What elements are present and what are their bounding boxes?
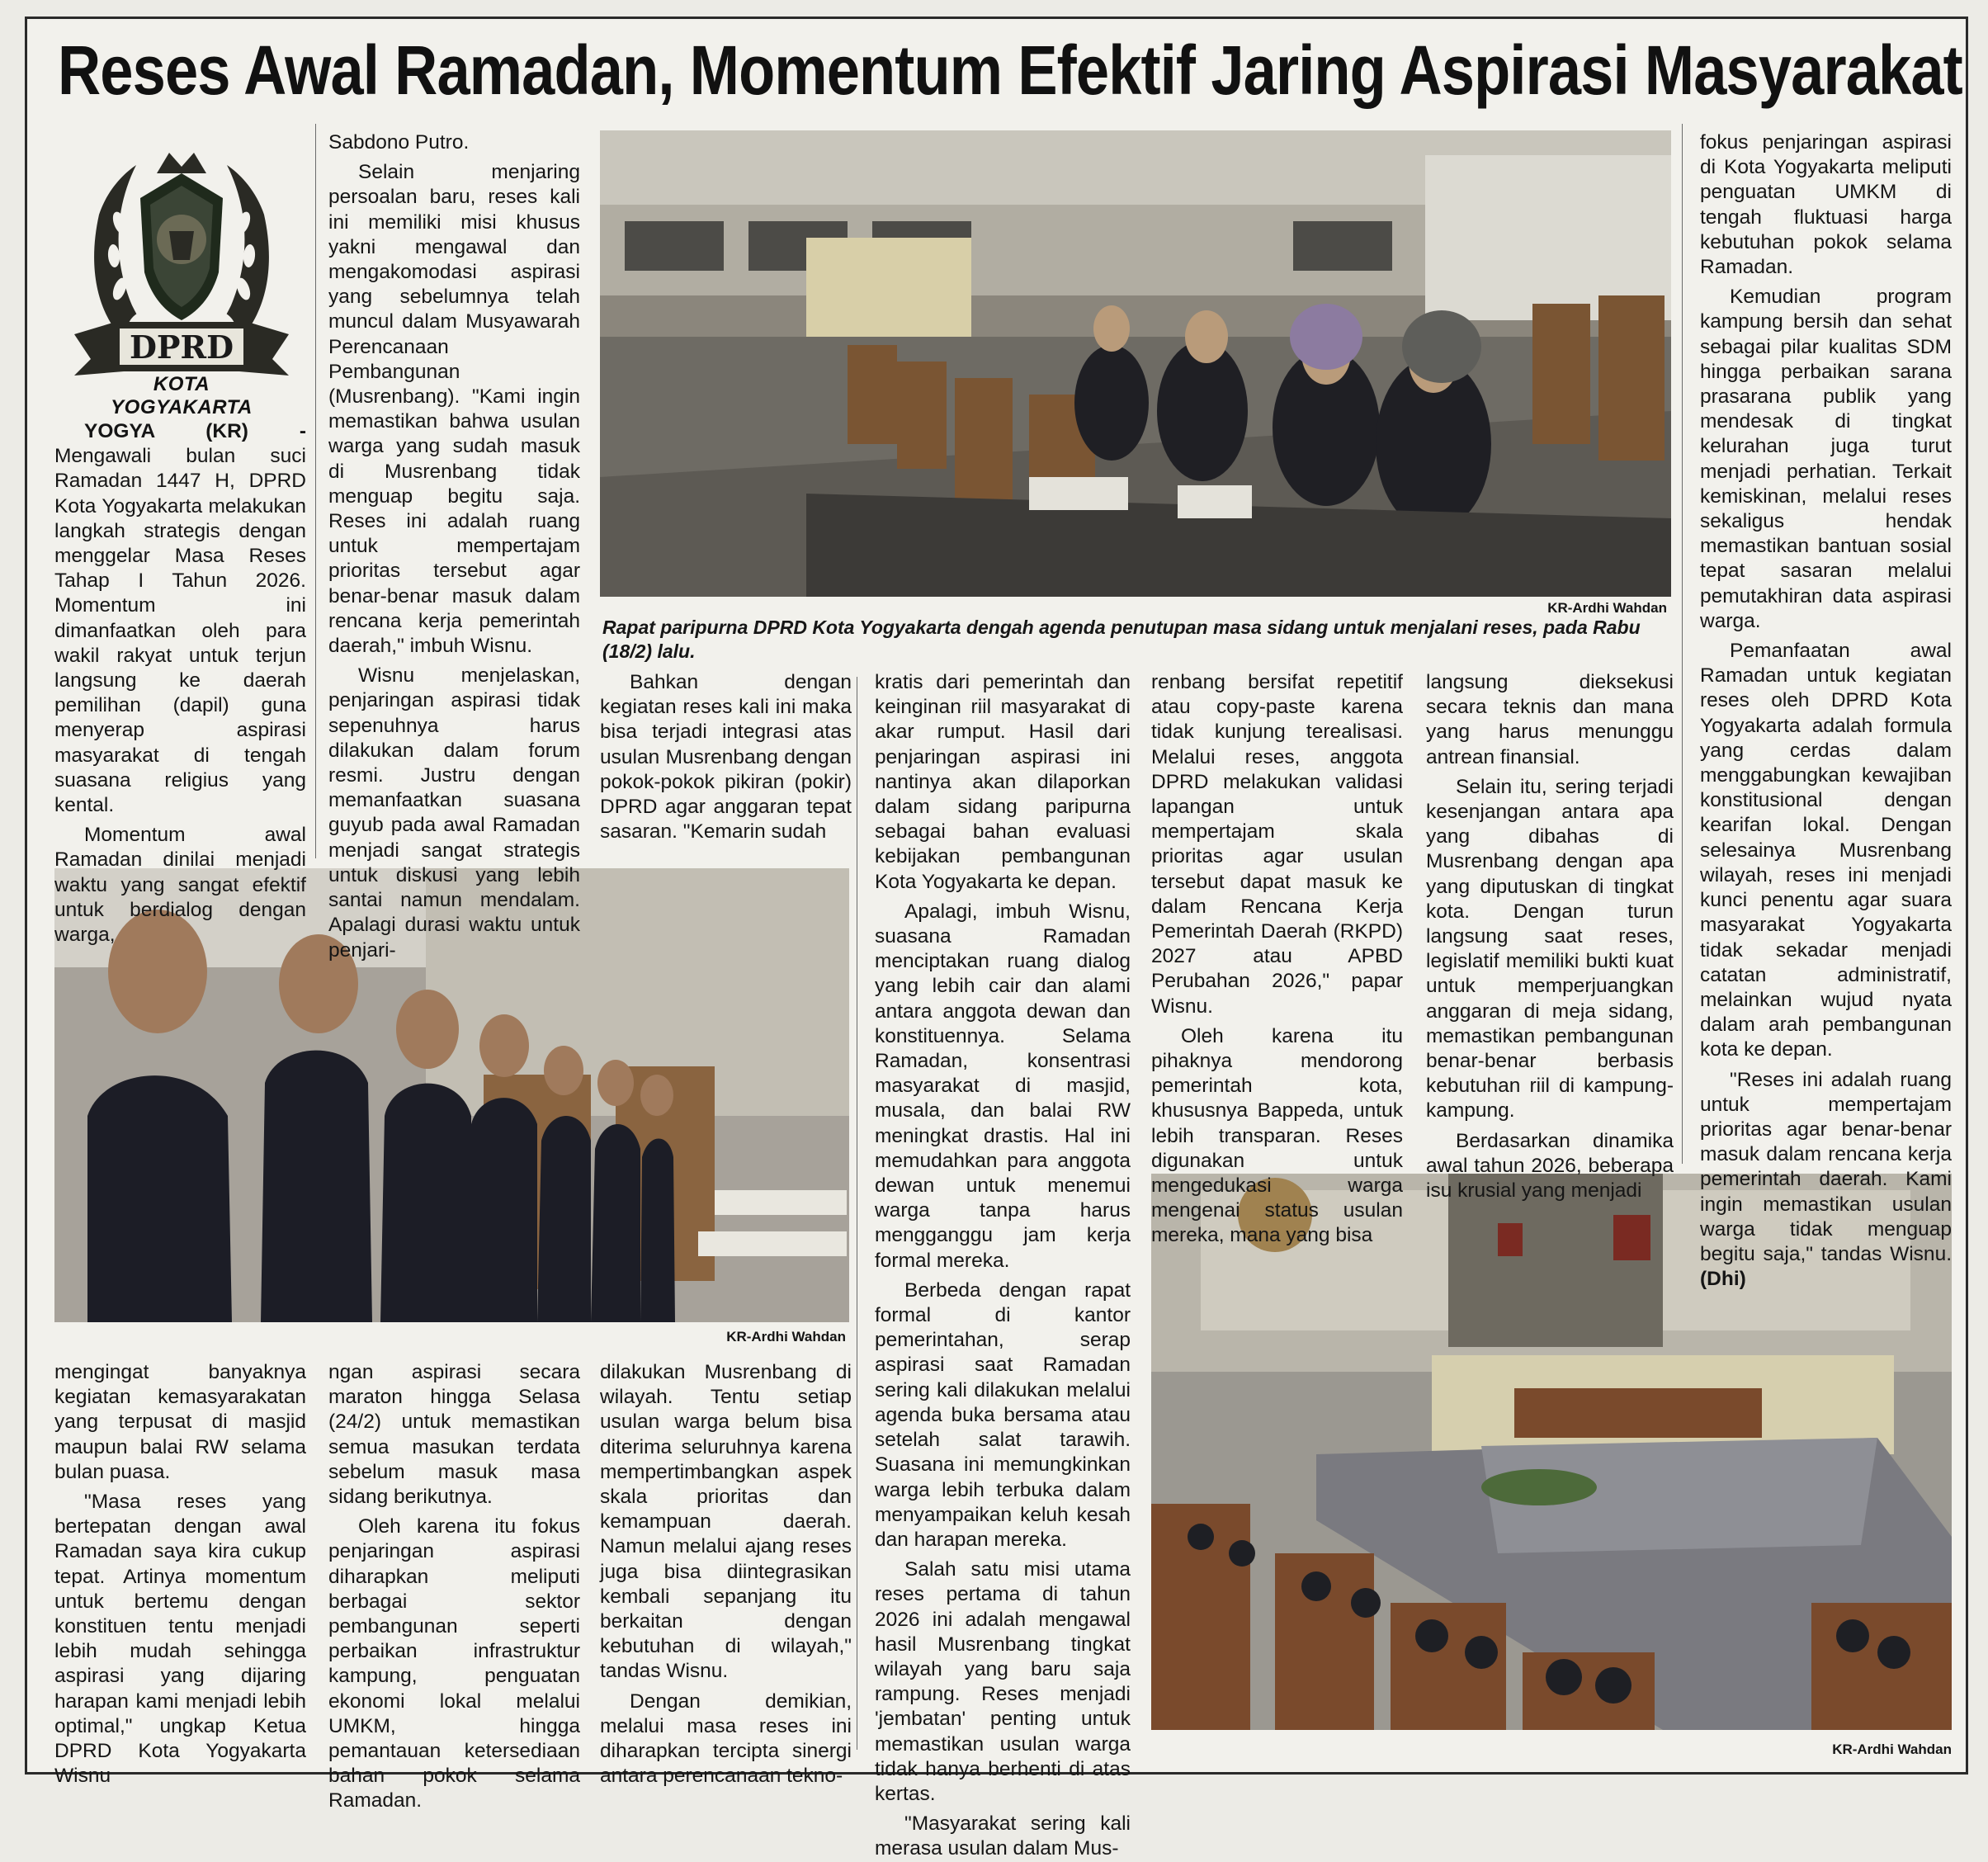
paragraph bbox=[54, 1360, 306, 1485]
paragraph bbox=[328, 130, 580, 155]
paragraph-text: Momentum awal Ramadan dinilai menjadi waktu yang sangat efektif untuk berdialog dengan warga, bbox=[54, 824, 306, 947]
paragraph-text: Sabdono Putro. bbox=[328, 131, 470, 154]
column-divider bbox=[1682, 124, 1683, 1164]
article-column bbox=[328, 130, 580, 962]
paragraph-text: Mengawali bulan suci Ramadan 1447 H, DPRD Kota Yogyakarta melakukan langkah strategis dengan menggelar Masa Reses Tahap I Tahun 2026. Momentum ini dimanfaatkan oleh para wakil rakyat untuk terjun langsung ke daerah pemilihan (dapil) guna menyerap aspirasi masyarakat di tengah suasana religius yang kental. bbox=[54, 445, 306, 817]
paragraph bbox=[1700, 130, 1952, 280]
paragraph bbox=[875, 1557, 1131, 1807]
paragraph bbox=[54, 823, 306, 948]
article-column bbox=[328, 1360, 580, 1812]
article-column bbox=[875, 670, 1131, 1860]
paragraph-text: "Masyarakat sering kali merasa usulan dalam Mus- bbox=[875, 1812, 1131, 1860]
paragraph bbox=[328, 1515, 580, 1813]
paragraph bbox=[328, 160, 580, 659]
article-column bbox=[600, 1360, 852, 1788]
paragraph bbox=[875, 1278, 1131, 1552]
paragraph bbox=[328, 1360, 580, 1510]
paragraph bbox=[1426, 775, 1674, 1124]
logo-region-label: KOTA YOGYAKARTA bbox=[111, 373, 253, 418]
paragraph-text: Selain itu, sering terjadi kesenjangan antara apa yang dibahas di Musrenbang dengan apa yang diputuskan di tingkat kota. Dengan turun langsung saat reses, legislatif memiliki bukti kuat untuk memperjuangkan anggaran di meja sidang, memastikan pembangunan benar-benar berbasis kebutuhan riil di kampung-kampung. bbox=[1426, 775, 1674, 1122]
logo-emblem-text: DPRD bbox=[129, 328, 234, 366]
paragraph-text: Berdasarkan dinamika awal tahun 2026, beberapa isu krusial yang menjadi bbox=[1426, 1129, 1674, 1203]
paragraph-text: fokus penjaringan aspirasi di Kota Yogyakarta meliputi penguatan UMKM di tengah fluktuasi harga kebutuhan pokok selama Ramadan. bbox=[1700, 131, 1952, 279]
author-initials: (Dhi) bbox=[1700, 1268, 1746, 1291]
paragraph bbox=[328, 664, 580, 962]
paragraph-text: Berbeda dengan rapat formal di kantor pemerintahan, serap aspirasi saat Ramadan sering kali dilakukan melalui agenda buka bersama atau setelah salat tarawih. Suasana ini memungkinkan warga lebih terbuka dalam menyampaikan keluh kesah dan harapan mereka. bbox=[875, 1278, 1131, 1551]
photo-credit: KR-Ardhi Wahdan bbox=[726, 1329, 846, 1345]
paragraph-text: Bahkan dengan kegiatan reses kali ini maka bisa terjadi integrasi atas usulan Musrenbang dengan pokok-pokok pikiran (pokir) DPRD agar anggaran tepat sasaran. "Kemarin sudah bbox=[600, 671, 852, 844]
paragraph-text: dilakukan Musrenbang di wilayah. Tentu setiap usulan warga belum bisa diterima seluruhnya karena mempertimbangkan aspek skala prioritas dan kemampuan daerah. Namun melalui ajang reses juga bisa diintegrasikan kembali sepanjang itu berkaitan dengan kebutuhan di wilayah," tandas Wisnu. bbox=[600, 1361, 852, 1683]
paragraph-text: Oleh karena itu pihaknya mendorong pemerintah kota, khususnya Bappeda, untuk lebih transparan. Reses digunakan untuk mengedukasi warga mengenai status usulan mereka, mana yang bisa bbox=[1151, 1024, 1403, 1247]
paragraph bbox=[1426, 670, 1674, 770]
photo-credit: KR-Ardhi Wahdan bbox=[1547, 600, 1667, 616]
paragraph-text: Salah satu misi utama reses pertama di tahun 2026 ini adalah mengawal hasil Musrenbang tingkat wilayah yang baru saja rampung. Reses menjadi 'jembatan' penting untuk memastikan usulan warga tidak hanya berhenti di atas kertas. bbox=[875, 1558, 1131, 1805]
article-column bbox=[54, 419, 306, 947]
paragraph-text: "Reses ini adalah ruang untuk mempertajam prioritas agar benar-benar masuk dalam rencana kerja pemerintah daerah. Kami ingin memastikan usulan warga tidak menguap begitu saja," tandas Wisnu. bbox=[1700, 1068, 1952, 1265]
paragraph-text: Wisnu menjelaskan, penjaringan aspirasi tidak sepenuhnya harus dilakukan dalam forum resmi. Justru dengan memanfaatkan suasana guyub pada awal Ramadan menjadi sangat strategis untuk diskusi yang lebih santai namun mendalam. Apalagi durasi waktu untuk penjari- bbox=[328, 664, 580, 962]
photo-caption: Rapat paripurna DPRD Kota Yogyakarta dengah agenda penutupan masa sidang untuk menjalani reses, pada Rabu (18/2) lalu. bbox=[602, 617, 1641, 662]
paragraph bbox=[600, 1360, 852, 1685]
article-column bbox=[1426, 670, 1674, 1203]
article-column bbox=[54, 1360, 306, 1788]
paragraph-text: langsung dieksekusi secara teknis dan mana yang harus menunggu antrean finansial. bbox=[1426, 671, 1674, 768]
paragraph bbox=[600, 670, 852, 844]
paragraph-text: ngan aspirasi secara maraton hingga Selasa (24/2) untuk memastikan semua masukan terdata sebelum masuk masa sidang berikutnya. bbox=[328, 1361, 580, 1509]
paragraph bbox=[1151, 1024, 1403, 1249]
paragraph bbox=[54, 419, 306, 818]
paragraph-text: Apalagi, imbuh Wisnu, suasana Ramadan menciptakan ruang dialog yang lebih cair dan alami antara anggota dewan dan konstituennya. Selama Ramadan, konsentrasi masyarakat di masjid, musala, dan balai RW meningkat drastis. Hal ini memudahkan para anggota dewan untuk menemui warga tanpa harus mengganggu jam kerja formal mereka. bbox=[875, 900, 1131, 1272]
dprd-logo bbox=[58, 124, 305, 404]
dateline: YOGYA (KR) - bbox=[84, 420, 306, 442]
paragraph-text: "Masa reses yang bertepatan dengan awal Ramadan saya kira cukup tepat. Artinya momentum untuk bertemu dengan konstituen tentu menjadi lebih mudah sehingga aspirasi yang dijaring harapan kami menjadi lebih optimal," ungkap Ketua DPRD Kota Yogyakarta Wisnu bbox=[54, 1491, 306, 1788]
paragraph bbox=[875, 1812, 1131, 1861]
paragraph-text: Dengan demikian, melalui masa reses ini diharapkan tercipta sinergi antara perencanaan tekno- bbox=[600, 1690, 852, 1788]
photo-plenary-session bbox=[600, 130, 1671, 597]
paragraph-text: renbang bersifat repetitif atau copy-paste karena tidak kunjung terealisasi. Melalui reses, anggota DPRD melakukan validasi lapangan untuk mempertajam skala prioritas agar usulan tersebut dapat masuk ke dalam Rencana Kerja Pemerintah Daerah (RKPD) 2027 atau APBD Perubahan 2026," papar Wisnu. bbox=[1151, 671, 1403, 1018]
paragraph bbox=[1426, 1129, 1674, 1204]
paragraph bbox=[600, 1690, 852, 1789]
paragraph-text: Selain menjaring persoalan baru, reses kali ini memiliki misi khusus yakni mengawal dan mengakomodasi aspirasi yang sebelumnya telah muncul dalam Musyawarah Perencanaan Pembangunan (Musrenbang). "Kami ingin memastikan bahwa usulan warga yang sudah masuk di Musrenbang tidak menguap begitu saja. Reses ini adalah ruang untuk mempertajam prioritas tersebut agar benar-benar masuk dalam rencana kerja pemerintah daerah," imbuh Wisnu. bbox=[328, 161, 580, 658]
paragraph bbox=[1700, 285, 1952, 634]
column-divider bbox=[315, 124, 316, 858]
paragraph-text: kratis dari pemerintah dan keinginan riil masyarakat di akar rumput. Hasil dari penjaringan aspirasi ini nantinya akan dilaporkan dalam sidang paripurna sebagai bahan evaluasi kebijakan pembangunan Kota Yogyakarta ke depan. bbox=[875, 671, 1131, 893]
paragraph bbox=[875, 670, 1131, 895]
paragraph-text: Pemanfaatan awal Ramadan untuk kegiatan reses oleh DPRD Kota Yogyakarta adalah formula yang cerdas dalam menggabungkan kewajiban konstitusional dengan kearifan lokal. Dengan selesainya Musrenbang wilayah, reses ini menjadi kunci penentu agar suara masyarakat Yogyakarta tidak sekadar menjadi catatan administratif, melainkan wujud nyata dalam arah pembangunan kota ke depan. bbox=[1700, 640, 1952, 1061]
paragraph-text: mengingat banyaknya kegiatan kemasyarakatan yang terpusat di masjid maupun balai RW selama bulan puasa. bbox=[54, 1361, 306, 1483]
article-column bbox=[1151, 670, 1403, 1247]
article-column bbox=[600, 670, 852, 868]
photo-credit: KR-Ardhi Wahdan bbox=[1832, 1741, 1952, 1757]
paragraph bbox=[1700, 1068, 1952, 1293]
headline: Reses Awal Ramadan, Momentum Efektif Jaring Aspirasi Masyarakat bbox=[58, 31, 1962, 109]
paragraph-text: Oleh karena itu fokus penjaringan aspirasi diharapkan meliputi berbagai sektor pembangunan seperti perbaikan infrastruktur kampung, penguatan ekonomi lokal melalui UMKM, hingga pemantauan ketersediaan bahan pokok selama Ramadan. bbox=[328, 1515, 580, 1812]
article-column bbox=[1700, 130, 1952, 1291]
paragraph bbox=[54, 1490, 306, 1789]
paragraph bbox=[875, 900, 1131, 1274]
paragraph bbox=[1151, 670, 1403, 1019]
paragraph bbox=[1700, 639, 1952, 1062]
paragraph-text: Kemudian program kampung bersih dan sehat sebagai pilar kualitas SDM hingga perbaikan sarana prasarana publik yang mendesak di tingkat kelurahan juga turut menjadi perhatian. Terkait kemiskinan, melalui reses sekaligus hendak memastikan bantuan sosial tepat sasaran melalui pemutakhiran data aspirasi warga. bbox=[1700, 286, 1952, 632]
